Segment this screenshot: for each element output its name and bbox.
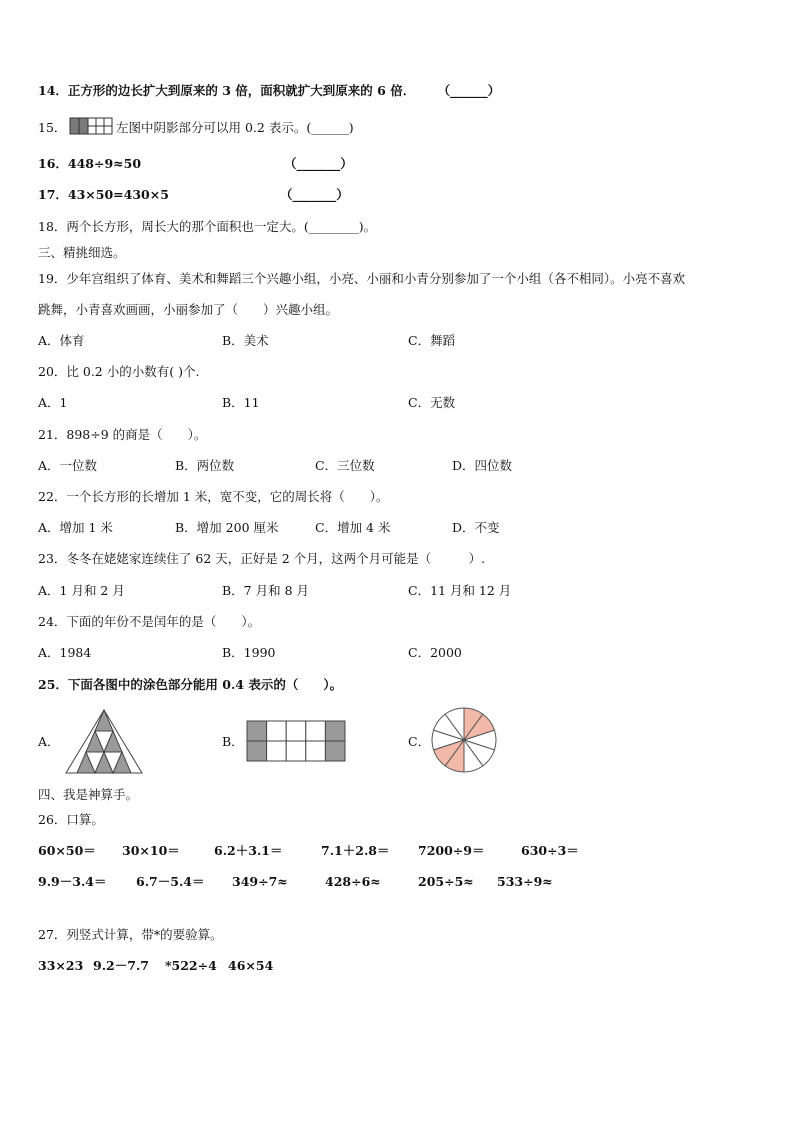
question-15 (38, 120, 66, 136)
q15-cell (88, 118, 96, 126)
q25-number: 25． (38, 677, 68, 692)
grid-shaded (247, 721, 267, 741)
q26-item: 630÷3＝ (521, 843, 579, 858)
grid-cell (267, 741, 287, 761)
q15-cell (88, 126, 96, 134)
q20-option-b[interactable]: B．11 (222, 395, 260, 410)
q15-grid-figure (69, 117, 113, 135)
grid-shaded (247, 741, 267, 761)
q23-number: 23． (38, 551, 67, 566)
q25-option-a[interactable]: A． (38, 734, 60, 749)
q22-text: 一个长方形的长增加 1 米，宽不变，它的周长将（ ）。 (66, 489, 389, 504)
question-21 (38, 427, 206, 443)
question-14 (38, 83, 500, 99)
q26-item: 7.1＋2.8＝ (321, 843, 390, 858)
q26-item: 60×50＝ (38, 843, 96, 858)
section-3-heading: 三、精挑细选。 (38, 245, 126, 260)
q19-number: 19． (38, 271, 67, 286)
q20-number: 20． (38, 364, 67, 379)
q22-option-b[interactable]: B．增加 200 厘米 (175, 520, 279, 535)
q24-text: 下面的年份不是闰年的是（ ）。 (66, 614, 261, 629)
grid-shaded (325, 741, 345, 761)
question-17 (38, 187, 169, 203)
question-23 (38, 551, 485, 567)
q25-triangle-figure (64, 708, 144, 776)
q26-item: 6.7－5.4＝ (136, 874, 205, 889)
q24-option-a[interactable]: A．1984 (38, 645, 92, 660)
grid-shaded (325, 721, 345, 741)
q26-item: 205÷5≈ (418, 874, 474, 889)
q15-shaded-cell (70, 118, 79, 134)
q15-shaded-cell (79, 118, 88, 134)
q22-option-c[interactable]: C．增加 4 米 (315, 520, 391, 535)
q15-number: 15． (38, 120, 67, 135)
q27-item: 33×23 (38, 958, 84, 973)
grid-cell (306, 741, 326, 761)
question-19 (38, 271, 685, 287)
q19-option-b[interactable]: B．美术 (222, 333, 269, 348)
q20-option-c[interactable]: C．无数 (408, 395, 456, 410)
section-4-heading: 四、我是神算手。 (38, 787, 139, 802)
q26-text: 口算。 (66, 812, 104, 827)
q27-item: 9.2－7.7 (93, 958, 149, 973)
q15-cell (104, 118, 112, 126)
q15-cell (104, 126, 112, 134)
question-25 (38, 677, 342, 693)
grid-cell (306, 721, 326, 741)
q21-option-d[interactable]: D．四位数 (452, 458, 513, 473)
q25-rectangle-grid-figure (246, 720, 346, 762)
q25-circle-figure (430, 706, 498, 774)
q27-text: 列竖式计算，带*的要验算。 (66, 927, 223, 942)
grid-cell (267, 721, 287, 741)
q19-text-line1: 少年宫组织了体育、美术和舞蹈三个兴趣小组，小亮、小丽和小青分别参加了一个小组（各不相同）。小亮不喜欢 (66, 271, 686, 286)
q25-option-b[interactable]: B． (222, 734, 244, 749)
question-27 (38, 927, 223, 943)
q17-number: 17． (38, 187, 68, 202)
q23-option-c[interactable]: C．11 月和 12 月 (408, 583, 512, 598)
q21-text: 898÷9 的商是（ ）。 (66, 427, 207, 442)
question-26 (38, 812, 104, 828)
q17-text: 43×50=430×5 (67, 187, 169, 202)
q25-option-c[interactable]: C． (408, 734, 431, 749)
q15-cell (96, 118, 104, 126)
q16-number: 16． (38, 156, 68, 171)
grid-cell (286, 721, 306, 741)
q22-option-a[interactable]: A．增加 1 米 (38, 520, 113, 535)
q17-answer-blank[interactable]: （_______） (280, 187, 349, 202)
q20-text: 比 0.2 小的小数有( )个. (66, 364, 200, 379)
q14-text: 正方形的边长扩大到原来的 3 倍，面积就扩大到原来的 6 倍． (67, 83, 416, 98)
q21-number: 21． (38, 427, 67, 442)
q18-number: 18． (38, 219, 67, 234)
q24-number: 24． (38, 614, 67, 629)
q26-item: 30×10＝ (122, 843, 180, 858)
question-16 (38, 156, 141, 172)
q26-item: 349÷7≈ (232, 874, 288, 889)
q16-text: 448÷9≈50 (67, 156, 142, 171)
q24-option-b[interactable]: B．1990 (222, 645, 276, 660)
question-20 (38, 364, 199, 380)
q26-item: 9.9－3.4＝ (38, 874, 107, 889)
q22-option-d[interactable]: D．不变 (452, 520, 500, 535)
q19-text-line2: 跳舞，小青喜欢画画，小丽参加了（ ）兴趣小组。 (38, 302, 339, 317)
q19-option-a[interactable]: A．体育 (38, 333, 85, 348)
q21-option-c[interactable]: C．三位数 (315, 458, 375, 473)
q14-answer-blank[interactable]: （______） (437, 83, 501, 98)
q21-option-a[interactable]: A．一位数 (38, 458, 98, 473)
q19-option-c[interactable]: C．舞蹈 (408, 333, 456, 348)
q26-number: 26． (38, 812, 67, 827)
q23-text: 冬冬在姥姥家连续住了 62 天，正好是 2 个月，这两个月可能是（ ）. (66, 551, 486, 566)
q26-item: 428÷6≈ (325, 874, 381, 889)
q14-number: 14． (38, 83, 68, 98)
q24-option-c[interactable]: C．2000 (408, 645, 462, 660)
q15-cell (96, 126, 104, 134)
question-18 (38, 219, 376, 235)
q22-number: 22． (38, 489, 67, 504)
q26-item: 533÷9≈ (497, 874, 553, 889)
q20-option-a[interactable]: A．1 (38, 395, 68, 410)
q18-text: 两个长方形，周长大的那个面积也一定大。(________)。 (66, 219, 377, 234)
q23-option-a[interactable]: A．1 月和 2 月 (38, 583, 125, 598)
q27-item: *522÷4 (165, 958, 217, 973)
q27-item: 46×54 (228, 958, 274, 973)
grid-cell (286, 741, 306, 761)
question-24 (38, 614, 260, 630)
q26-item: 7200÷9＝ (418, 843, 485, 858)
q26-item: 6.2＋3.1＝ (214, 843, 283, 858)
q23-option-b[interactable]: B．7 月和 8 月 (222, 583, 310, 598)
q16-answer-blank[interactable]: （_______） (284, 156, 353, 171)
q27-number: 27． (38, 927, 67, 942)
question-22 (38, 489, 389, 505)
q15-text: 左图中阴影部分可以用 0.2 表示。(______) (116, 120, 354, 135)
q21-option-b[interactable]: B．两位数 (175, 458, 235, 473)
q25-text: 下面各图中的涂色部分能用 0.4 表示的（ ）。 (67, 677, 343, 692)
